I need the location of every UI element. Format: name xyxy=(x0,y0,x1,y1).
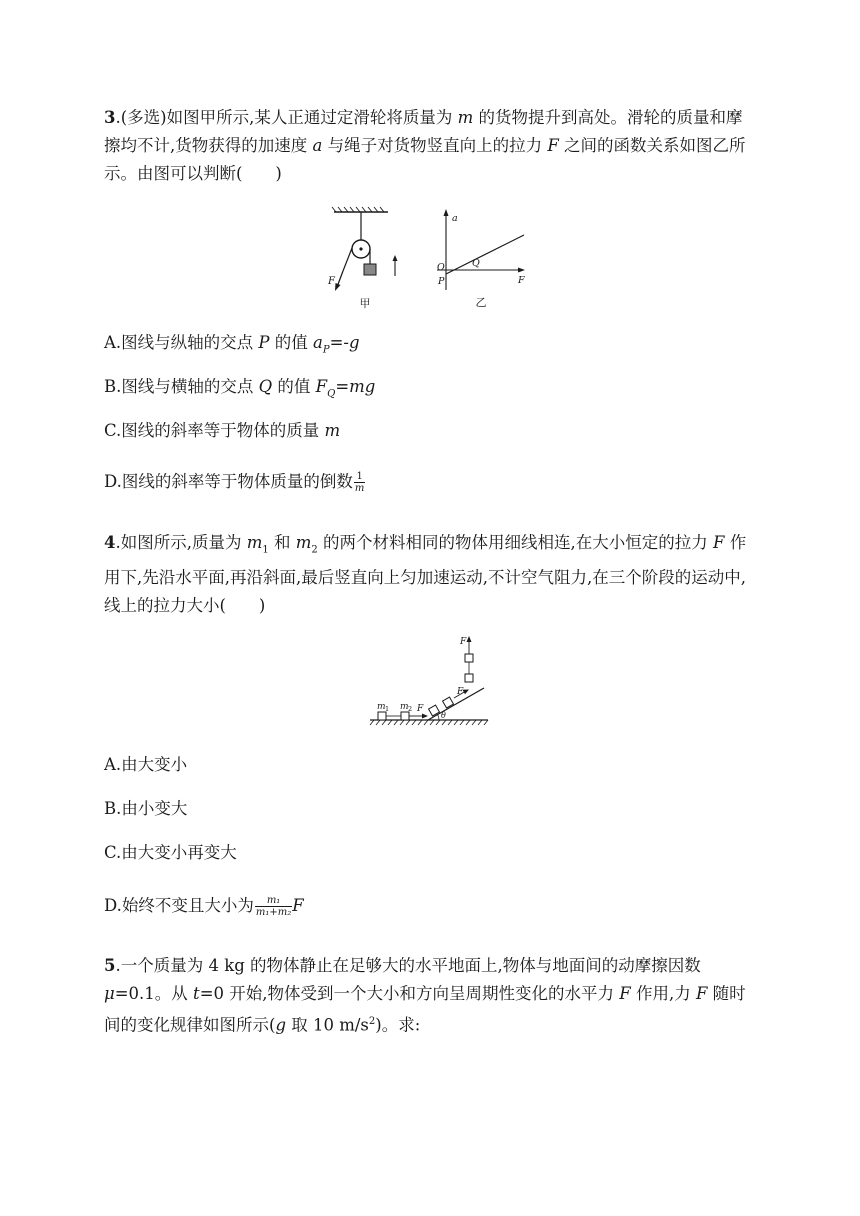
svg-text:1: 1 xyxy=(385,705,390,713)
question-3-stem: 3.(多选)如图甲所示,某人正通过定滑轮将质量为 m 的货物提升到高处。滑轮的质量和摩擦均不计,货物获得的加速度 a 与绳子对货物竖直向上的拉力 F 之间的函数关系如图乙所示。由图可以判断( ) xyxy=(104,108,746,183)
svg-text:θ: θ xyxy=(441,711,446,720)
figure-yi-graph xyxy=(432,208,532,310)
block-m2-vertical xyxy=(465,654,473,662)
force-arrow-icon xyxy=(335,283,341,291)
question-4-number: 4 xyxy=(104,533,116,552)
force-label: F xyxy=(328,276,335,287)
svg-text:P: P xyxy=(438,276,445,287)
cargo-block xyxy=(364,264,376,275)
fraction-m1-over-sum: $\frac{\text{m₁}}{\text{m₁+m₂}}$ xyxy=(255,895,292,918)
horizontal-force-arrow-icon xyxy=(422,714,428,719)
block-m1-vertical xyxy=(465,674,473,682)
svg-text:F: F xyxy=(457,687,464,697)
a-axis-arrow-icon xyxy=(444,209,449,216)
f-axis-arrow-icon xyxy=(518,268,525,273)
svg-text:F: F xyxy=(460,637,467,647)
svg-text:F: F xyxy=(417,704,424,714)
incline-line xyxy=(428,688,484,720)
q3-option-b[interactable]: B.图线与横轴的交点 Q 的值 $F_Q=mg$ xyxy=(104,377,376,400)
question-5-number: 5 xyxy=(104,956,116,975)
fraction-1-over-m: $\frac{1}{m}$ xyxy=(354,471,365,494)
q3-option-a[interactable]: A.图线与纵轴的交点 P 的值 $a_P=-g$ xyxy=(104,333,360,356)
svg-text:O: O xyxy=(437,262,445,273)
svg-text:2: 2 xyxy=(408,705,413,713)
q4-option-b[interactable]: B.由小变大 xyxy=(104,799,188,818)
block-m2-horizontal xyxy=(401,712,409,720)
figure-jia-caption: 甲 xyxy=(359,297,371,310)
block-m1-horizontal xyxy=(378,712,386,720)
up-arrow-icon xyxy=(393,255,398,261)
svg-text:m: m xyxy=(377,702,386,712)
question-3-number: 3 xyxy=(104,108,116,127)
q3-option-d[interactable]: D.图线的斜率等于物体质量的倒数 $\frac{1}{m}$ xyxy=(104,471,365,494)
vertical-force-arrow-icon xyxy=(467,636,472,642)
svg-text:F: F xyxy=(518,275,525,286)
question-5-stem: 5.一个质量为 4 kg 的物体静止在足够大的水平地面上,物体与地面间的动摩擦因数 μ=0.1。从 t=0 开始,物体受到一个大小和方向呈周期性变化的水平力 F 作用,力 F 随时间的变化规律如图所示(g 取 10 $m/s^2$)。求: xyxy=(104,956,746,1035)
question-4-stem: 4.如图所示,质量为 $m_1$ 和 $m_2$ 的两个材料相同的物体用细线相连,在大小恒定的拉力 F 作用下,先沿水平面,再沿斜面,最后竖直向上匀加速运动,不计空气阻力,在三个阶段的运动中,线上的拉力大小( ) xyxy=(104,533,747,616)
figure-yi-caption: 乙 xyxy=(475,296,487,309)
figure-jia-pulley xyxy=(322,206,412,310)
q4-option-a[interactable]: A.由大变小 xyxy=(104,755,188,774)
incline-force-arrow-icon xyxy=(463,690,470,695)
q4-option-d[interactable]: D.始终不变且大小为 $\frac{\text{m₁}}{\text{m₁+m₂}}$ F xyxy=(104,895,304,918)
svg-text:m: m xyxy=(400,702,409,712)
q3-option-c[interactable]: C.图线的斜率等于物体的质量 m xyxy=(104,421,341,440)
graph-line xyxy=(446,235,524,274)
q4-option-c[interactable]: C.由大变小再变大 xyxy=(104,843,237,862)
svg-text:Q: Q xyxy=(472,258,480,269)
svg-text:a: a xyxy=(452,213,458,224)
figure-q4-motion xyxy=(368,632,492,728)
